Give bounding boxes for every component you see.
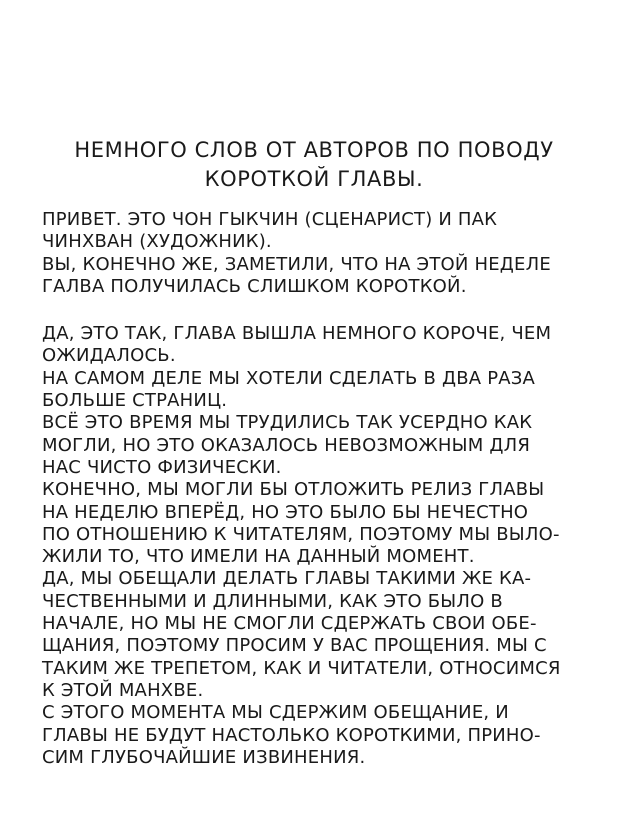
text-line: БОЛЬШЕ СТРАНИЦ. [42,390,228,412]
paragraph-2 [42,323,616,769]
text-line: НА НЕДЕЛЮ ВПЕРЁД, НО ЭТО БЫЛО БЫ НЕЧЕСТНО [42,501,529,523]
text-line: ЧЕСТВЕННЫМИ И ДЛИННЫМИ, КАК ЭТО БЫЛО В [42,590,503,612]
text-line: ЩАНИЯ, ПОЭТОМУ ПРОСИМ У ВАС ПРОЩЕНИЯ. МЫ С [42,635,547,657]
text-line: ГЛАВЫ НЕ БУДУТ НАСТОЛЬКО КОРОТКИМИ, ПРИНО- [42,724,541,746]
text-line: ЧИНХВАН (ХУДОЖНИК). [42,231,272,253]
text-line: НА САМОМ ДЕЛЕ МЫ ХОТЕЛИ СДЕЛАТЬ В ДВА РАЗА [42,367,536,389]
text-line: ДА, ЭТО ТАК, ГЛАВА ВЫШЛА НЕМНОГО КОРОЧЕ, ЧЕМ [42,323,552,345]
text-line: ГАЛВА ПОЛУЧИЛАСЬ СЛИШКОМ КОРОТКОЙ. [42,275,467,297]
text-line: ОЖИДАЛОСЬ. [42,345,176,367]
text-line: МОГЛИ, НО ЭТО ОКАЗАЛОСЬ НЕВОЗМОЖНЫМ ДЛЯ [42,434,531,456]
title-line: НЕМНОГО СЛОВ ОТ АВТОРОВ ПО ПОВОДУ [74,138,554,162]
paragraph-1 [42,209,616,298]
text-line: ПО ОТНОШЕНИЮ К ЧИТАТЕЛЯМ, ПОЭТОМУ МЫ ВЫЛО- [42,523,560,545]
text-line: НАС ЧИСТО ФИЗИЧЕСКИ. [42,456,282,478]
text-line: ПРИВЕТ. ЭТО ЧОН ГЫКЧИН (СЦЕНАРИСТ) И ПАК [42,209,498,230]
title-line: КОРОТКОЙ ГЛАВЫ. [204,167,424,191]
text-line: С ЭТОГО МОМЕНТА МЫ СДЕРЖИМ ОБЕЩАНИЕ, И [42,702,509,724]
page-title [40,136,588,194]
text-line: ВЫ, КОНЕЧНО ЖЕ, ЗАМЕТИЛИ, ЧТО НА ЭТОЙ НЕДЕЛЕ [42,253,551,275]
text-line: ТАКИМ ЖЕ ТРЕПЕТОМ, КАК И ЧИТАТЕЛИ, ОТНОСИМСЯ [42,657,561,679]
text-line: СИМ ГЛУБОЧАЙШИЕ ИЗВИНЕНИЯ. [42,746,366,768]
text-line: ДА, МЫ ОБЕЩАЛИ ДЕЛАТЬ ГЛАВЫ ТАКИМИ ЖЕ КА- [42,568,532,590]
text-line: К ЭТОЙ МАНХВЕ. [42,679,204,701]
body-text [42,209,616,769]
text-line: ВСЁ ЭТО ВРЕМЯ МЫ ТРУДИЛИСЬ ТАК УСЕРДНО КАК [42,412,533,434]
text-line: КОНЕЧНО, МЫ МОГЛИ БЫ ОТЛОЖИТЬ РЕЛИЗ ГЛАВЫ [42,479,545,501]
paragraph-gap [42,298,616,323]
text-line: ЖИЛИ ТО, ЧТО ИМЕЛИ НА ДАННЫЙ МОМЕНТ. [42,546,475,568]
text-line: НАЧАЛЕ, НО МЫ НЕ СМОГЛИ СДЕРЖАТЬ СВОИ ОБЕ- [42,613,537,635]
